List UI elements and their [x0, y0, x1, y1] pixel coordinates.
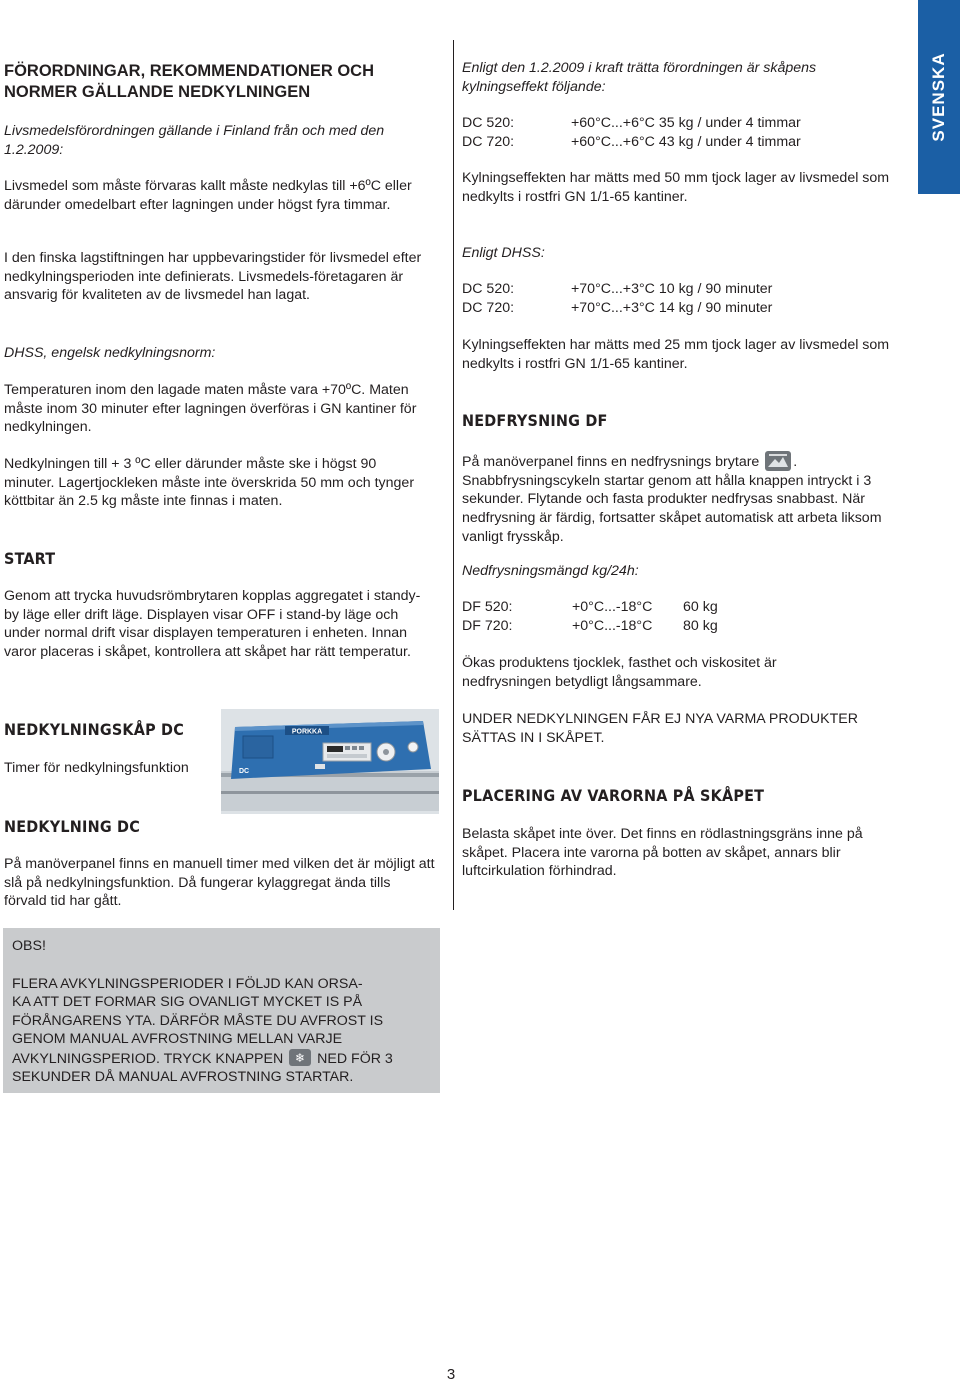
page-number: 3 [446, 1366, 456, 1383]
paragraph-1: Livsmedel som måste förvaras kallt måste nedkylas till +6ºC eller därunder omedelbart efter lagningen under högst fyra timmar. [4, 178, 412, 213]
dc520-row-a [462, 114, 801, 133]
control-panel-photo [221, 709, 439, 814]
defrost-button-icon [289, 1049, 311, 1066]
df720-row [462, 617, 718, 636]
paragraph-4: Nedkylningen till + 3 ºC eller därunder måste ske i högst 90 minuter. Lagertjockleken måste inte överskrida 50 mm och tynger köttbitar än 2.5 kg måste inte finnas i maten. [4, 456, 415, 510]
obs-line-5 [12, 1049, 393, 1069]
kylningseffekt-2: Kylningseffekten har mätts med 25 mm tjock lager av livsmedel som nedkylts i rostfri GN 1/1-65 kantiner. [462, 337, 890, 372]
start-text: Genom att trycka huvudsrömbrytaren kopplas aggregatet i standy-by läge eller drift läge. Displayen visar OFF i stand-by läge och under normal drift visar displayen temperaturen i enheten. Innan varor placeras i skåpet, kontrollera att skåpet har rätt temperatur. [4, 588, 421, 661]
start-heading: START [4, 549, 56, 568]
obs-line-6: SEKUNDER DÅ MANUAL AVFROSTNING STARTAR. [12, 1069, 354, 1085]
kylningseffekt-1: Kylningseffekten har mätts med 50 mm tjock lager av livsmedel som nedkylts i rostfri GN 1/1-65 kantiner. [462, 170, 890, 205]
df720-label: DF 720: [462, 618, 513, 634]
df520-temp: +0°C...-18°C [572, 599, 653, 615]
obs-title: OBS! [12, 938, 46, 954]
obs-line-4: GENOM MANUAL AVFROSTNING MELLAN VARJE [12, 1031, 343, 1047]
enligt-dhss: Enligt DHSS: [462, 245, 545, 261]
dc720-label-a: DC 720: [462, 134, 515, 150]
dc-text: Timer för nedkylningsfunktion [4, 760, 189, 776]
obs-line-5a: AVKYLNINGSPERIOD. TRYCK KNAPPEN [12, 1051, 284, 1067]
df-p1a: På manöverpanel finns en nedfrysnings brytare [462, 454, 760, 470]
df520-kg: 60 kg [683, 599, 718, 615]
df520-label: DF 520: [462, 599, 513, 615]
df-p1b: . [793, 454, 798, 470]
language-tab-label: SVENSKA [929, 52, 948, 142]
df-amount-title: Nedfrysningsmängd kg/24h: [462, 563, 639, 579]
dc520-value-b: +70°C...+3°C 10 kg / 90 minuter [571, 281, 773, 297]
language-tab [918, 0, 960, 194]
placering-text: Belasta skåpet inte över. Det finns en rödlastningsgräns inne på skåpet. Placera inte varorna på botten av skåpet, annars blir luftcirkulation förhindrad. [462, 826, 863, 880]
dc520-label-a: DC 520: [462, 115, 515, 131]
df520-row [462, 598, 718, 617]
dc520-row-b [462, 280, 773, 299]
freeze-switch-icon [765, 451, 791, 471]
okas-paragraph: Ökas produktens tjocklek, fasthet och viskositet är nedfrysningen betydligt långsammare. [462, 655, 777, 690]
dc-heading: NEDKYLNINGSKÅP DC [4, 720, 184, 739]
dc520-value-a: +60°C...+6°C 35 kg / under 4 timmar [571, 115, 801, 131]
df-heading: NEDFRYSNING DF [462, 411, 608, 430]
placering-heading: PLACERING AV VARORNA PÅ SKÅPET [462, 786, 765, 805]
df720-temp: +0°C...-18°C [572, 618, 653, 634]
column-divider [453, 40, 454, 910]
page-title: FÖRORDNINGAR, REKOMMENDATIONER OCH NORMER GÄLLANDE NEDKYLNINGEN [4, 62, 375, 101]
dc720-value-a: +60°C...+6°C 43 kg / under 4 timmar [571, 134, 801, 150]
df720-kg: 80 kg [683, 618, 718, 634]
svg-text:❄: ❄ [295, 1051, 306, 1065]
df-paragraph [462, 451, 902, 547]
intro-italic: Livsmedelsförordningen gällande i Finland från och med den 1.2.2009: [4, 123, 385, 158]
dc720-label-b: DC 720: [462, 300, 515, 316]
dc720-value-b: +70°C...+3°C 14 kg / 90 minuter [571, 300, 773, 316]
dc720-row-b [462, 299, 773, 318]
dc520-label-b: DC 520: [462, 281, 515, 297]
warning-uppercase: UNDER NEDKYLNINGEN FÅR EJ NYA VARMA PRODUKTER SÄTTAS IN I SKÅPET. [462, 711, 858, 746]
ndc-heading: NEDKYLNING DC [4, 817, 140, 836]
paragraph-2: I den finska lagstiftningen har uppbevaringstider för livsmedel efter nedkylningsperioden inte definierats. Livsmedels-företagaren är ansvarig för kvaliteten av de livsmedel han lagat. [4, 250, 422, 304]
control-panel-svg [221, 709, 439, 814]
obs-line-1: FLERA AVKYLNINGSPERIODER I FÖLJD KAN ORSA- [12, 976, 363, 992]
dc720-row-a [462, 133, 801, 152]
panel-brand: PORKKA [291, 728, 323, 736]
df-p1c: Snabbfrysningscykeln startar genom att hålla knappen intryckt i 3 sekunder. Flytande och fasta produkter nedfrysas snabbast. När nedfrysning är färdig, fortsatter skåpet automatisk att arbeta liksom vanligt frysskåp. [462, 472, 882, 545]
obs-line-2: KA ATT DET FORMAR SIG OVANLIGT MYCKET IS PÅ [12, 994, 363, 1010]
ndc-text: På manöverpanel finns en manuell timer med vilken det är möjligt att slå på nedkylningsfunktion. Då fungerar kylaggregat ända tills förvald tid har gått. [4, 856, 435, 910]
dhss-italic: DHSS, engelsk nedkylningsnorm: [4, 345, 216, 361]
paragraph-3: Temperaturen inom den lagade maten måste vara +70ºC. Maten måste inom 30 minuter efter lagningen överföras i GN kantiner för nedkylningen. [4, 382, 417, 436]
obs-line-3: FÖRÅNGARENS YTA. DÄRFÖR MÅSTE DU AVFROST IS [12, 1013, 384, 1029]
panel-label: DC [239, 768, 250, 775]
obs-line-5b: NED FÖR 3 [317, 1051, 393, 1067]
enligt-1: Enligt den 1.2.2009 i kraft trätta förordningen är skåpens kylningseffekt följande: [462, 60, 817, 95]
